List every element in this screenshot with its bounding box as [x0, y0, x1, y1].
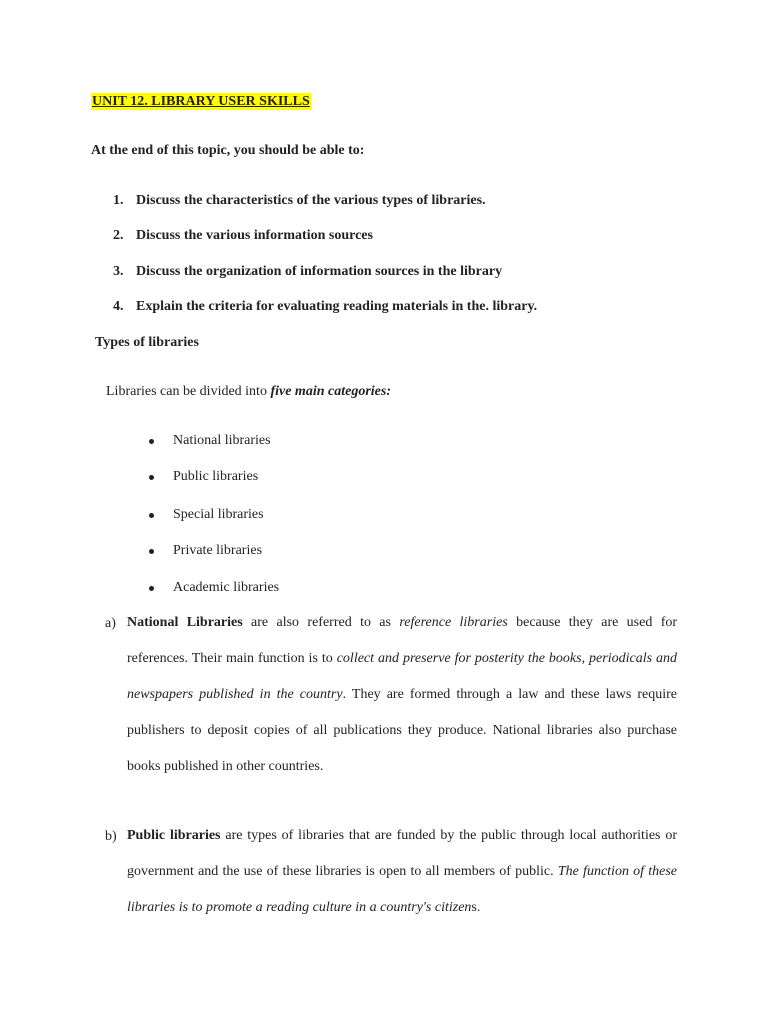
unit-title: UNIT 12. LIBRARY USER SKILLS: [92, 94, 310, 109]
paragraph-text: are also referred to as: [242, 615, 400, 630]
lead-paragraph: [106, 383, 391, 401]
bullet-icon: [149, 513, 154, 518]
public-libraries-paragraph: [127, 818, 677, 926]
bullet-icon: [149, 549, 154, 554]
emphasis-text: reference libraries: [399, 615, 508, 630]
list-item-text: Public libraries: [173, 469, 259, 484]
objective-number: 3.: [113, 264, 124, 279]
paragraph-marker: b): [105, 829, 117, 844]
section-heading: Types of libraries: [95, 335, 199, 350]
paragraph-text: . They are formed through a law and these laws require publishers to deposit copies of all publications they produce. National libraries also purchase books published in other countries.: [127, 687, 678, 774]
list-item-text: Academic libraries: [173, 580, 280, 595]
lead-text: Libraries can be divided into: [106, 384, 271, 399]
learning-outcomes-intro: At the end of this topic, you should be able to:: [91, 143, 365, 158]
list-item-text: Private libraries: [173, 543, 263, 558]
objective-text: Discuss the characteristics of the various types of libraries.: [136, 193, 486, 208]
paragraph-text: because they are used for references. Their main function is to: [127, 615, 678, 666]
objective-text: Explain the criteria for evaluating reading materials in the. library.: [136, 299, 538, 314]
paragraph-text: s.: [471, 900, 481, 915]
list-item-text: National libraries: [173, 433, 271, 448]
objective-text: Discuss the various information sources: [136, 228, 373, 243]
national-libraries-paragraph: [127, 605, 677, 785]
bullet-icon: [149, 439, 154, 444]
objective-number: 1.: [113, 193, 124, 208]
term: National Libraries: [127, 615, 243, 630]
emphasis-text: The function of these libraries is to promote a reading culture in a country's citizen: [127, 864, 677, 915]
list-item-text: Special libraries: [173, 507, 264, 522]
paragraph-marker: a): [105, 616, 116, 631]
paragraph-text: are types of libraries that are funded by the public through local authorities or government and the use of these libraries is open to all members of public.: [127, 828, 678, 879]
bullet-icon: [149, 475, 154, 480]
objective-number: 4.: [113, 299, 124, 314]
objective-number: 2.: [113, 228, 124, 243]
lead-emphasis: five main categories:: [270, 384, 391, 399]
objective-text: Discuss the organization of information sources in the library: [136, 264, 503, 279]
emphasis-text: collect and preserve for posterity the books, periodicals and newspapers published in the country: [127, 651, 677, 702]
bullet-icon: [149, 586, 154, 591]
term: Public libraries: [127, 828, 221, 843]
